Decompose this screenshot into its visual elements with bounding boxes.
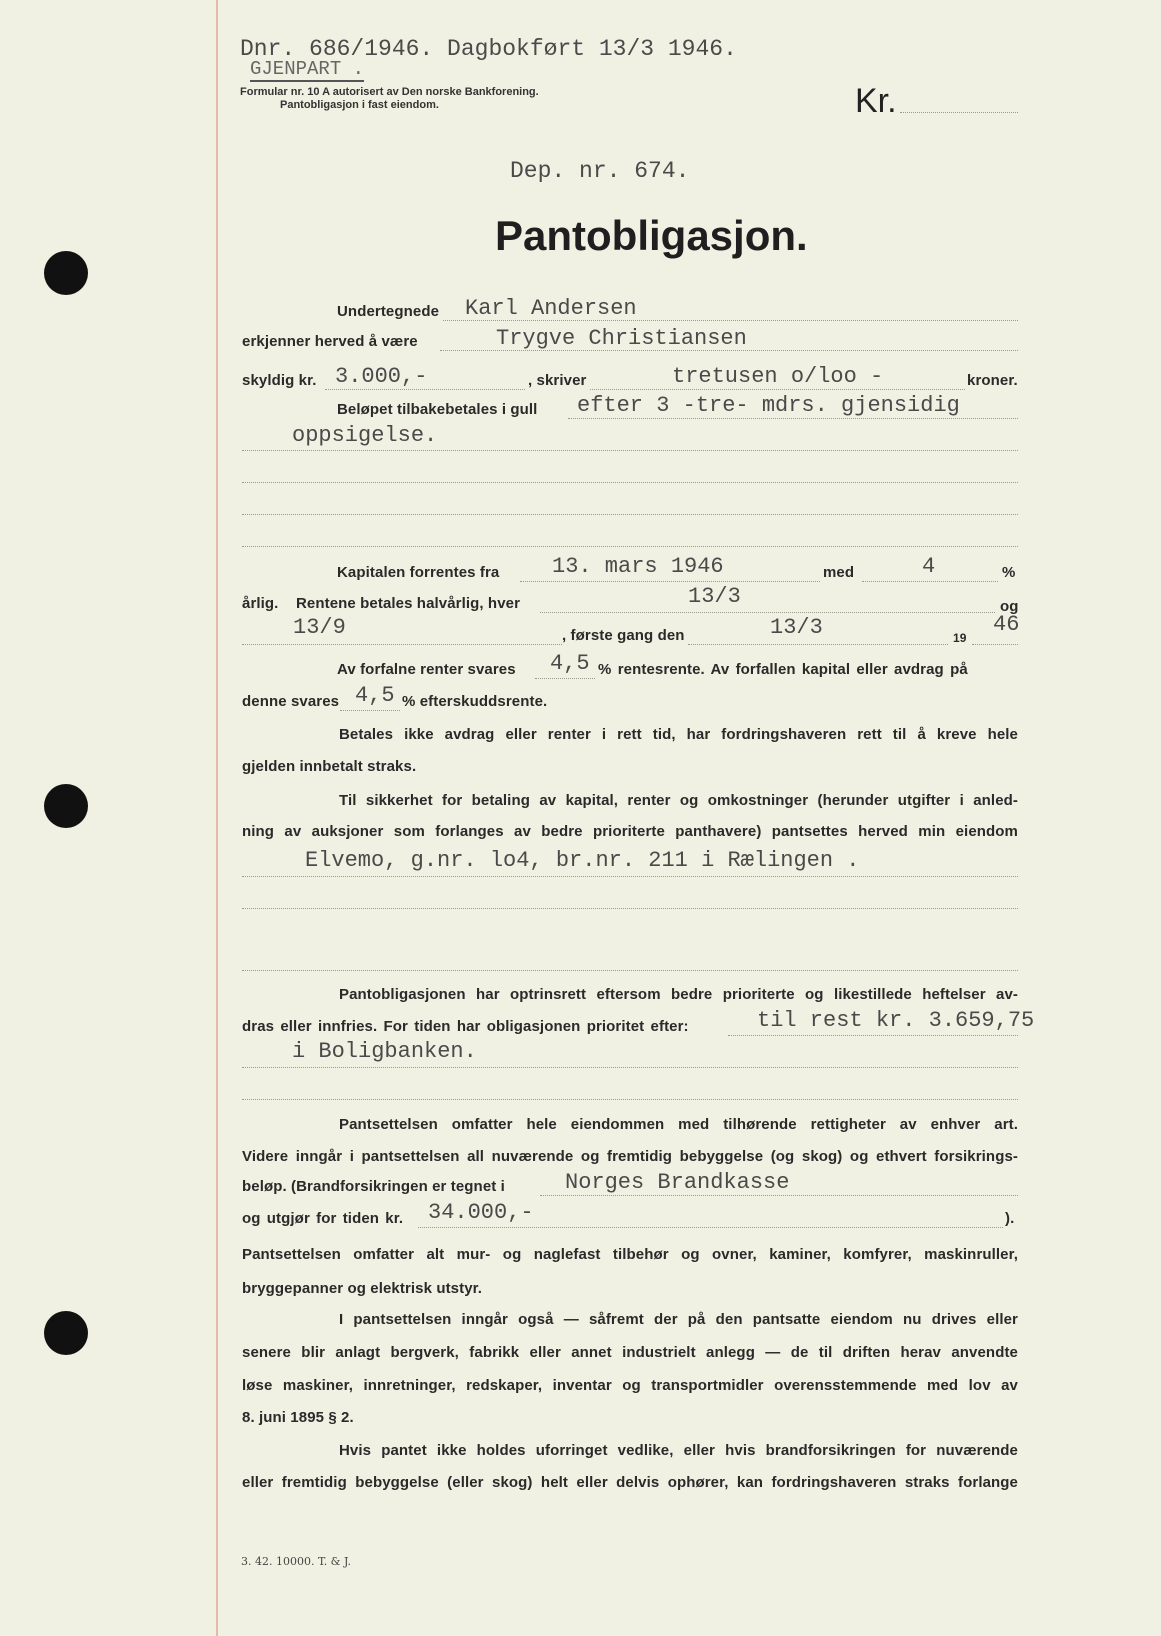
med-label: med	[823, 564, 855, 581]
fill-line	[540, 612, 995, 613]
betales-line-2: gjelden innbetalt straks.	[242, 758, 417, 775]
fill-line	[418, 1227, 1003, 1228]
debtor-name: Karl Andersen	[465, 296, 637, 321]
percent-sign: %	[1002, 564, 1016, 581]
punch-hole	[44, 1311, 88, 1355]
first-payment-year: 46	[993, 612, 1020, 637]
fill-line	[862, 581, 998, 582]
utgjor-label: og utgjør for tiden kr.	[242, 1210, 404, 1227]
forfalne-label: Av forfalne renter svares	[337, 661, 516, 678]
denne-rest: % efterskuddsrente.	[402, 693, 548, 710]
forste-label: , første gang den	[562, 627, 685, 644]
sikkerhet-line-1: Til sikkerhet for betaling av kapital, renter og omkostninger (herunder utgifter i anled-	[339, 792, 1018, 809]
all-line-2: bryggepanner og elektrisk utstyr.	[242, 1280, 483, 1297]
erkjenner-label: erkjenner herved å være	[242, 333, 418, 350]
amount-words: tretusen o/loo -	[672, 364, 884, 389]
late-rate: 4,5	[355, 683, 395, 708]
undertegnede-label: Undertegnede	[337, 303, 440, 320]
dep-nr: Dep. nr. 674.	[510, 158, 690, 184]
compound-rate: 4,5	[550, 651, 590, 676]
omfatter-line-3: beløp. (Brandforsikringen er tegnet i	[242, 1178, 505, 1195]
fill-line	[242, 876, 1018, 877]
fill-line	[242, 1099, 1018, 1100]
kroner-label: kroner.	[967, 372, 1018, 389]
betales-line-1: Betales ikke avdrag eller renter i rett tid, har fordringshaveren rett til å kreve hele	[339, 726, 1018, 743]
interest-date-1: 13/3	[688, 584, 741, 609]
punch-hole	[44, 784, 88, 828]
fill-line	[340, 710, 400, 711]
ogsa-line-1: I pantsettelsen inngår også — såfremt der på den pantsatte eiendom nu drives eller	[339, 1311, 1018, 1328]
ogsa-line-3: løse maskiner, innretninger, redskaper, inventar og transportmidler overensstemmende med lov av	[242, 1377, 1018, 1394]
fill-line	[242, 970, 1018, 971]
arlig-label: årlig.	[242, 595, 279, 612]
kr-label: Kr.	[855, 82, 897, 120]
all-line-1: Pantsettelsen omfatter alt mur- og naglefast tilbehør og ovner, kaminer, komfyrer, maskinruller,	[242, 1246, 1018, 1263]
interest-rate: 4	[922, 554, 936, 579]
forfalne-rest: % rentesrente. Av forfallen kapital eller avdrag på	[598, 661, 968, 678]
og-label: og	[1000, 598, 1019, 615]
denne-label: denne svares	[242, 693, 340, 710]
amount-line	[900, 112, 1018, 113]
form-line-1: Formular nr. 10 A autorisert av Den norske Bankforening.	[240, 86, 539, 98]
omfatter-line-2: Videre inngår i pantsettelsen all nuværende og fremtidig bebyggelse (og skog) og ethvert forsikrings-	[242, 1148, 1018, 1165]
printer-mark: 3. 42. 10000. T. & J.	[241, 1555, 352, 1568]
copy-label: GJENPART .	[250, 58, 365, 80]
insured-amount: 34.000,-	[428, 1200, 534, 1225]
fill-line	[688, 644, 948, 645]
journal-stamp: Dnr. 686/1946. Dagbokført 13/3 1946.	[240, 36, 737, 62]
fill-line	[535, 678, 595, 679]
skyldig-label: skyldig kr.	[242, 372, 317, 389]
fill-line	[242, 450, 1018, 451]
belopet-label: Beløpet tilbakebetales i gull	[337, 401, 538, 418]
fill-line	[972, 644, 1018, 645]
fill-line	[242, 482, 1018, 483]
hvis-line-1: Hvis pantet ikke holdes uforringet vedlike, eller hvis brandforsikringen for nuværende	[339, 1442, 1018, 1459]
hvis-line-2: eller fremtidig bebyggelse (eller skog) helt eller delvis ophører, kan fordringshaveren straks forlange	[242, 1474, 1018, 1491]
margin-line	[216, 0, 218, 1636]
property-description: Elvemo, g.nr. lo4, br.nr. 211 i Rælingen .	[305, 848, 860, 873]
fill-line	[568, 418, 1018, 419]
fill-line	[325, 389, 525, 390]
prior-lien-2: i Boligbanken.	[292, 1039, 477, 1064]
creditor-name: Trygve Christiansen	[496, 326, 747, 351]
kapitalen-label: Kapitalen forrentes fra	[337, 564, 500, 581]
fill-line	[242, 546, 1018, 547]
repayment-terms-2: oppsigelse.	[292, 423, 438, 448]
form-line-2: Pantobligasjon i fast eiendom.	[280, 99, 439, 111]
fill-line	[242, 644, 562, 645]
prior-lien-1: til rest kr. 3.659,75	[757, 1008, 1035, 1033]
punch-hole	[44, 251, 88, 295]
interest-start-date: 13. mars 1946	[552, 554, 724, 579]
fill-line	[728, 1035, 1018, 1036]
fill-line	[520, 581, 820, 582]
optrin-line-2: dras eller innfries. For tiden har obligasjonen prioritet efter:	[242, 1018, 689, 1035]
document-title: Pantobligasjon.	[495, 212, 808, 259]
amount-figures: 3.000,-	[335, 364, 428, 389]
year-prefix: 19	[953, 631, 967, 645]
fill-line	[242, 908, 1018, 909]
ogsa-line-2: senere blir anlagt bergverk, fabrikk eller annet industrielt anlegg — de til driften herav anvendte	[242, 1344, 1018, 1361]
omfatter-line-1: Pantsettelsen omfatter hele eiendommen med tilhørende rettigheter av enhver art.	[339, 1116, 1018, 1133]
optrin-line-1: Pantobligasjonen har optrinsrett eftersom bedre prioriterte og likestillede heftelser av-	[339, 986, 1018, 1003]
skriver-label: , skriver	[528, 372, 587, 389]
sikkerhet-line-2: ning av auksjoner som forlanges av bedre prioriterte panthavere) pantsettes herved min eiendom	[242, 823, 1018, 840]
repayment-terms-1: efter 3 -tre- mdrs. gjensidig	[577, 393, 960, 418]
ogsa-line-4: 8. juni 1895 § 2.	[242, 1409, 354, 1426]
interest-date-2: 13/9	[293, 615, 346, 640]
fill-line	[540, 1195, 1018, 1196]
first-payment-date: 13/3	[770, 615, 823, 640]
fill-line	[242, 1067, 1018, 1068]
insurer-name: Norges Brandkasse	[565, 1170, 790, 1195]
fill-line	[590, 389, 965, 390]
rentene-label: Rentene betales halvårlig, hver	[296, 595, 521, 612]
fill-line	[242, 514, 1018, 515]
close-paren: ).	[1005, 1210, 1015, 1227]
